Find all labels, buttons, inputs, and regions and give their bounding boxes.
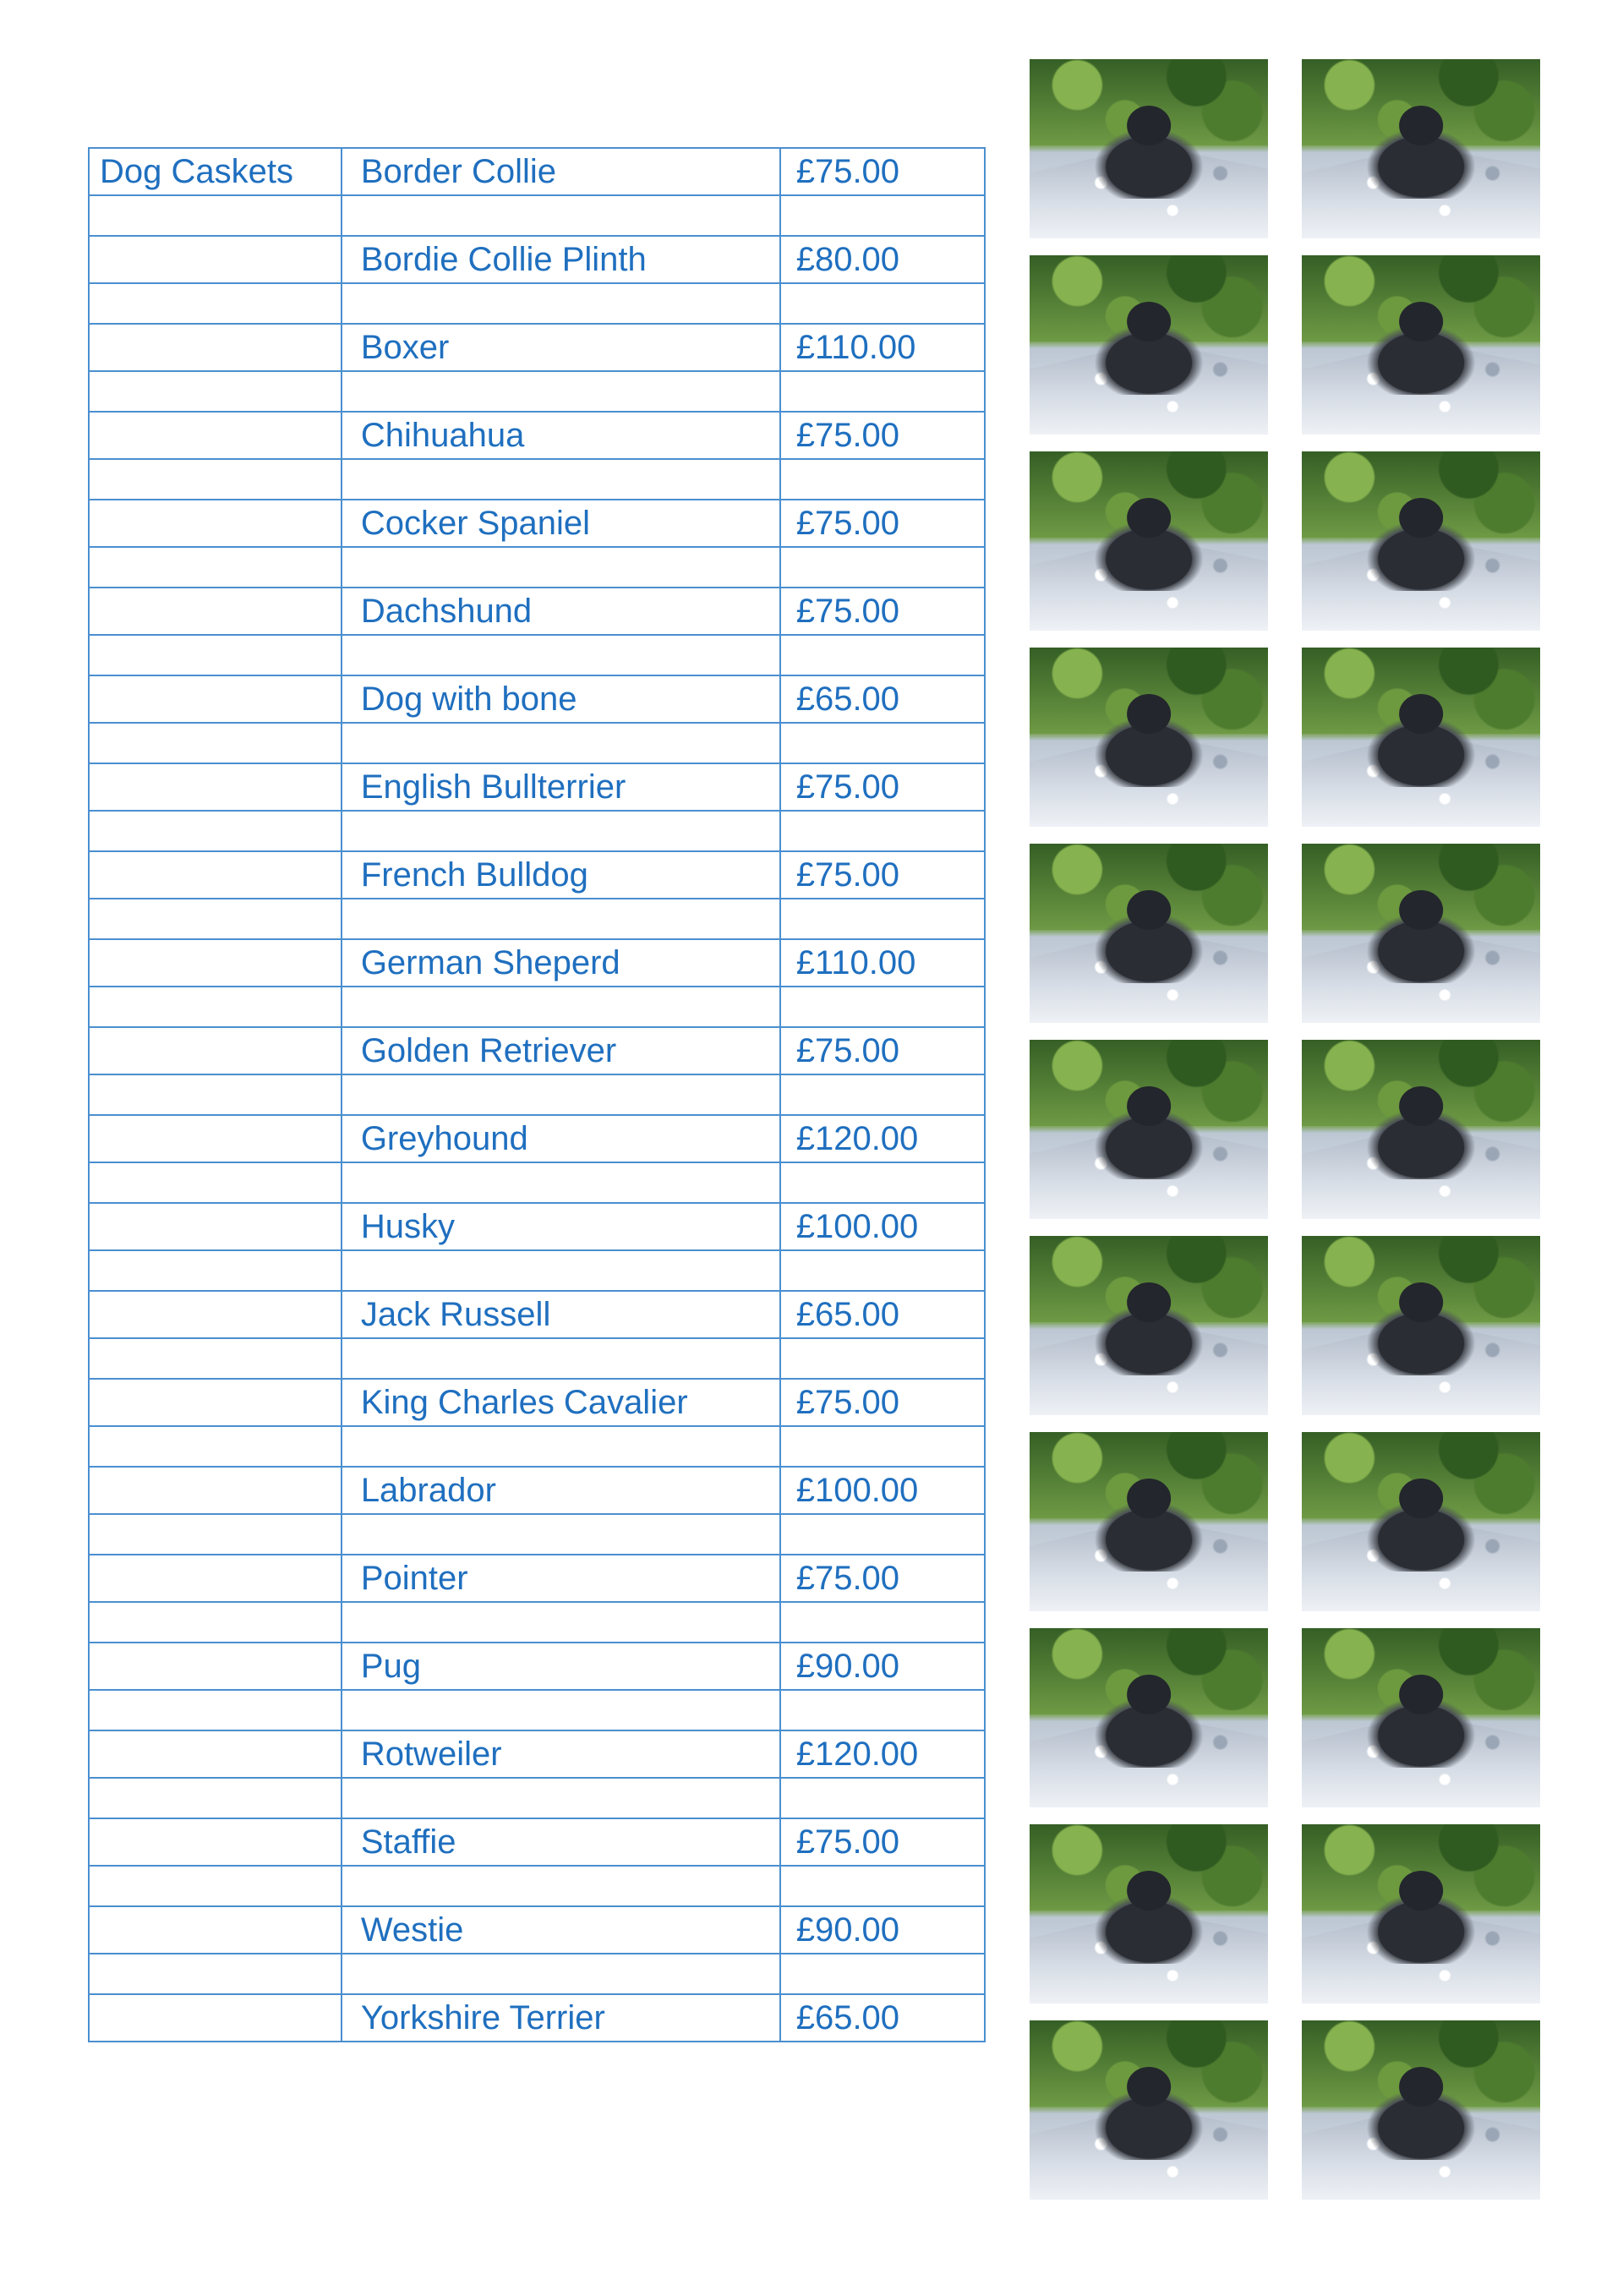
item-name: German Sheperd: [342, 939, 780, 987]
dog-statue-photo: [1030, 1824, 1268, 2004]
dog-statue-photo: [1302, 59, 1540, 238]
item-price: £75.00: [780, 412, 985, 459]
empty-cell: [342, 899, 780, 939]
spacer-row: [89, 1250, 985, 1291]
spacer-row: [89, 1778, 985, 1818]
empty-cell: [780, 1778, 985, 1818]
dog-statue-photo: [1030, 2020, 1268, 2200]
empty-cell: [342, 1690, 780, 1730]
dog-statue-photo: [1302, 451, 1540, 631]
dog-statue-photo: [1302, 1040, 1540, 1219]
category-cell: [89, 675, 342, 723]
table-row: [89, 500, 985, 547]
item-price: £65.00: [780, 675, 985, 723]
category-cell: [89, 1643, 342, 1690]
spacer-row: [89, 1954, 985, 1994]
spacer-row: [89, 371, 985, 412]
category-cell: [89, 1730, 342, 1778]
spacer-row: [89, 1426, 985, 1467]
item-name: King Charles Cavalier: [342, 1379, 780, 1426]
table-row: [89, 851, 985, 899]
item-name: Rotweiler: [342, 1730, 780, 1778]
empty-cell: [342, 723, 780, 763]
item-price: £75.00: [780, 763, 985, 811]
empty-cell: [780, 371, 985, 412]
empty-cell: [780, 1074, 985, 1115]
dog-statue-photo: [1030, 1236, 1268, 1415]
table-row: [89, 939, 985, 987]
item-price: £110.00: [780, 939, 985, 987]
item-name: Bordie Collie Plinth: [342, 236, 780, 283]
item-price: £75.00: [780, 1818, 985, 1866]
item-price: £110.00: [780, 324, 985, 371]
dog-statue-photo: [1302, 1432, 1540, 1611]
item-price: £75.00: [780, 148, 985, 195]
item-name: Jack Russell: [342, 1291, 780, 1338]
empty-cell: [89, 987, 342, 1027]
item-price: £75.00: [780, 500, 985, 547]
item-name: Pointer: [342, 1555, 780, 1602]
spacer-row: [89, 723, 985, 763]
empty-cell: [89, 1866, 342, 1906]
empty-cell: [89, 1954, 342, 1994]
empty-cell: [342, 1338, 780, 1379]
item-price: £75.00: [780, 1027, 985, 1074]
empty-cell: [89, 1690, 342, 1730]
empty-cell: [342, 371, 780, 412]
empty-cell: [89, 459, 342, 500]
table-row: [89, 1730, 985, 1778]
table-row: [89, 763, 985, 811]
empty-cell: [780, 1338, 985, 1379]
item-name: Dachshund: [342, 588, 780, 635]
spacer-row: [89, 1514, 985, 1555]
item-price: £90.00: [780, 1643, 985, 1690]
empty-cell: [780, 1162, 985, 1203]
dog-statue-photo: [1030, 648, 1268, 827]
dog-statue-photo: [1030, 1040, 1268, 1219]
empty-cell: [342, 1250, 780, 1291]
item-name: Dog with bone: [342, 675, 780, 723]
price-table: [88, 147, 986, 2042]
empty-cell: [89, 1778, 342, 1818]
item-price: £65.00: [780, 1291, 985, 1338]
category-cell: [89, 1555, 342, 1602]
empty-cell: [89, 899, 342, 939]
item-price: £75.00: [780, 1379, 985, 1426]
category-label: Dog Caskets: [89, 148, 342, 195]
item-price: £75.00: [780, 588, 985, 635]
empty-cell: [780, 987, 985, 1027]
item-price: £120.00: [780, 1115, 985, 1162]
category-cell: [89, 1994, 342, 2042]
spacer-row: [89, 1338, 985, 1379]
spacer-row: [89, 283, 985, 324]
dog-statue-photo: [1302, 844, 1540, 1023]
empty-cell: [342, 987, 780, 1027]
item-name: Boxer: [342, 324, 780, 371]
table-row: [89, 1027, 985, 1074]
category-cell: [89, 1203, 342, 1250]
table-row: [89, 1115, 985, 1162]
empty-cell: [89, 1426, 342, 1467]
empty-cell: [780, 195, 985, 236]
item-price: £120.00: [780, 1730, 985, 1778]
empty-cell: [780, 899, 985, 939]
empty-cell: [89, 1602, 342, 1643]
empty-cell: [342, 635, 780, 675]
category-cell: [89, 412, 342, 459]
spacer-row: [89, 987, 985, 1027]
category-cell: [89, 324, 342, 371]
empty-cell: [342, 547, 780, 588]
dog-statue-photo: [1302, 2020, 1540, 2200]
spacer-row: [89, 195, 985, 236]
table-row: [89, 1906, 985, 1954]
empty-cell: [89, 371, 342, 412]
spacer-row: [89, 899, 985, 939]
empty-cell: [89, 1338, 342, 1379]
dog-statue-photo: [1030, 255, 1268, 435]
empty-cell: [342, 459, 780, 500]
empty-cell: [89, 547, 342, 588]
table-row: [89, 1467, 985, 1514]
item-price: £90.00: [780, 1906, 985, 1954]
table-row: [89, 1379, 985, 1426]
empty-cell: [780, 1514, 985, 1555]
table-row: [89, 412, 985, 459]
category-cell: [89, 851, 342, 899]
empty-cell: [780, 1250, 985, 1291]
empty-cell: [780, 1866, 985, 1906]
table-row: [89, 588, 985, 635]
table-row: [89, 1994, 985, 2042]
empty-cell: [342, 1074, 780, 1115]
dog-statue-photo: [1030, 59, 1268, 238]
table-row: [89, 148, 985, 195]
dog-statue-photo: [1030, 1628, 1268, 1807]
spacer-row: [89, 811, 985, 851]
category-cell: [89, 1906, 342, 1954]
item-name: Staffie: [342, 1818, 780, 1866]
category-cell: [89, 1027, 342, 1074]
spacer-row: [89, 1602, 985, 1643]
item-price: £75.00: [780, 851, 985, 899]
empty-cell: [89, 635, 342, 675]
empty-cell: [342, 1866, 780, 1906]
dog-statue-photo: [1302, 1628, 1540, 1807]
category-cell: [89, 236, 342, 283]
item-name: French Bulldog: [342, 851, 780, 899]
empty-cell: [780, 1602, 985, 1643]
category-cell: [89, 1291, 342, 1338]
spacer-row: [89, 1866, 985, 1906]
table-row: [89, 236, 985, 283]
spacer-row: [89, 547, 985, 588]
spacer-row: [89, 635, 985, 675]
item-name: Greyhound: [342, 1115, 780, 1162]
empty-cell: [342, 1162, 780, 1203]
category-cell: [89, 500, 342, 547]
table-row: [89, 1555, 985, 1602]
empty-cell: [89, 1074, 342, 1115]
empty-cell: [89, 1250, 342, 1291]
table-row: [89, 1203, 985, 1250]
empty-cell: [89, 283, 342, 324]
spacer-row: [89, 1162, 985, 1203]
table-row: [89, 1291, 985, 1338]
category-cell: [89, 1818, 342, 1866]
item-price: £65.00: [780, 1994, 985, 2042]
empty-cell: [780, 1954, 985, 1994]
item-name: Border Collie: [342, 148, 780, 195]
empty-cell: [89, 1514, 342, 1555]
empty-cell: [780, 547, 985, 588]
empty-cell: [342, 1426, 780, 1467]
empty-cell: [89, 1162, 342, 1203]
spacer-row: [89, 1690, 985, 1730]
table-row: [89, 1818, 985, 1866]
item-name: Pug: [342, 1643, 780, 1690]
dog-statue-photo: [1302, 1236, 1540, 1415]
empty-cell: [780, 635, 985, 675]
empty-cell: [780, 723, 985, 763]
category-cell: [89, 1115, 342, 1162]
table-row: [89, 324, 985, 371]
category-cell: [89, 763, 342, 811]
empty-cell: [342, 1602, 780, 1643]
item-price: £80.00: [780, 236, 985, 283]
item-name: Golden Retriever: [342, 1027, 780, 1074]
item-name: Cocker Spaniel: [342, 500, 780, 547]
dog-statue-photo: [1030, 1432, 1268, 1611]
empty-cell: [89, 195, 342, 236]
item-name: Westie: [342, 1906, 780, 1954]
empty-cell: [342, 1778, 780, 1818]
empty-cell: [780, 459, 985, 500]
item-name: Yorkshire Terrier: [342, 1994, 780, 2042]
dog-statue-photo: [1302, 1824, 1540, 2004]
empty-cell: [342, 283, 780, 324]
category-cell: [89, 939, 342, 987]
empty-cell: [342, 811, 780, 851]
empty-cell: [342, 1514, 780, 1555]
empty-cell: [780, 811, 985, 851]
empty-cell: [780, 283, 985, 324]
category-cell: [89, 1467, 342, 1514]
empty-cell: [780, 1426, 985, 1467]
item-name: Labrador: [342, 1467, 780, 1514]
dog-statue-photo: [1030, 451, 1268, 631]
category-cell: [89, 1379, 342, 1426]
dog-statue-photo: [1302, 255, 1540, 435]
table-row: [89, 675, 985, 723]
empty-cell: [89, 811, 342, 851]
empty-cell: [342, 1954, 780, 1994]
item-price: £75.00: [780, 1555, 985, 1602]
category-cell: [89, 588, 342, 635]
spacer-row: [89, 459, 985, 500]
item-name: Husky: [342, 1203, 780, 1250]
dog-statue-photo: [1302, 648, 1540, 827]
table-row: [89, 1643, 985, 1690]
item-name: English Bullterrier: [342, 763, 780, 811]
item-price: £100.00: [780, 1203, 985, 1250]
item-price: £100.00: [780, 1467, 985, 1514]
empty-cell: [89, 723, 342, 763]
item-name: Chihuahua: [342, 412, 780, 459]
spacer-row: [89, 1074, 985, 1115]
dog-statue-photo: [1030, 844, 1268, 1023]
empty-cell: [780, 1690, 985, 1730]
empty-cell: [342, 195, 780, 236]
